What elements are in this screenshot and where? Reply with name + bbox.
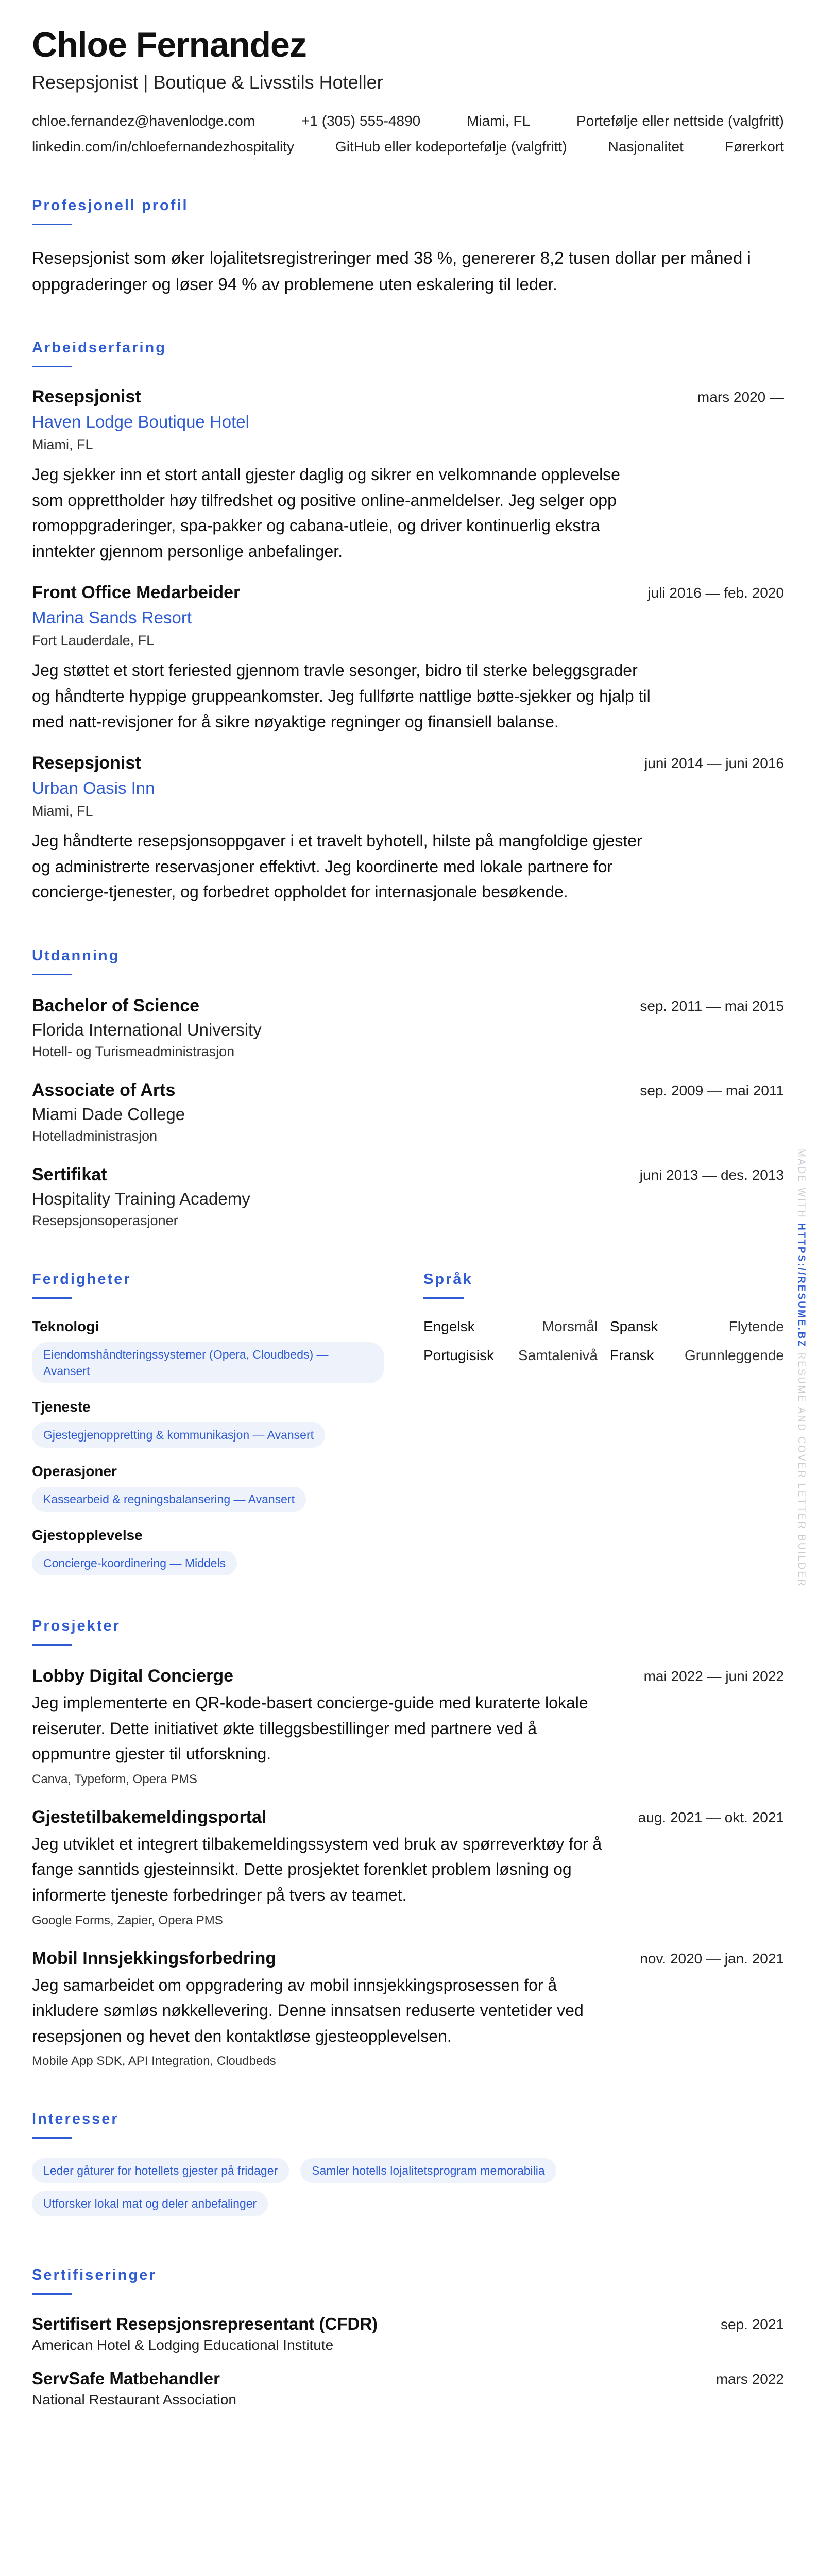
skill-chip: Eiendomshåndteringssystemer (Opera, Cloudbeds) — Avansert	[32, 1342, 384, 1383]
skill-group	[32, 1318, 418, 1383]
language-name: Fransk	[610, 1347, 654, 1364]
contact-linkedin[interactable]: linkedin.com/in/chloefernandezhospitality	[32, 138, 294, 155]
contact-email[interactable]: chloe.fernandez@havenlodge.com	[32, 112, 255, 129]
made-with-credit	[795, 1149, 807, 1588]
profile-summary: Resepsjonist som øker lojalitetsregistreringer med 38 %, genererer 8,2 tusen dollar per måned i oppgraderinger og løser 94 % av problemene uten eskalering til leder.	[32, 248, 751, 294]
job-title: Resepsjonist	[32, 387, 141, 407]
certification-date: mars 2022	[715, 2370, 784, 2387]
skill-category: Gjestopplevelse	[32, 1527, 143, 1543]
job-location: Miami, FL	[32, 437, 93, 453]
project-description: Jeg implementerte en QR-kode-basert concierge-guide med kuraterte lokale reiseruter. Dette initiativet økte tilleggsbestillinger med partnere ved å oppmuntre gjester til utforskning.	[32, 1693, 588, 1764]
project-tools: Google Forms, Zapier, Opera PMS	[32, 1913, 223, 1927]
skill-category: Operasjoner	[32, 1463, 117, 1479]
section-title-projects: Prosjekter	[32, 1617, 121, 1634]
education-entry	[32, 996, 784, 1060]
section-divider	[32, 366, 72, 367]
job-dates: juni 2014 — juni 2016	[644, 755, 784, 772]
language-item	[610, 1318, 784, 1335]
skill-chip: Concierge-koordinering — Middels	[32, 1551, 237, 1575]
project-description: Jeg samarbeidet om oppgradering av mobil innsjekkingsprosessen for å inkludere sømløs nøkkellevering. Denne innsatsen reduserte ventetider ved resepsjonen og hevet den kontaktløse gjesteopplevelsen.	[32, 1975, 584, 2045]
interests-section	[32, 2111, 784, 2224]
language-name: Portugisisk	[423, 1347, 494, 1364]
field-of-study: Hotell- og Turismeadministrasjon	[32, 1044, 235, 1060]
experience-entry	[32, 753, 784, 905]
degree-name: Associate of Arts	[32, 1080, 176, 1100]
section-divider	[32, 1644, 72, 1646]
degree-name: Sertifikat	[32, 1165, 107, 1185]
job-dates: juli 2016 — feb. 2020	[647, 585, 784, 601]
skills-section	[32, 1271, 418, 1575]
credit-prefix: MADE WITH	[796, 1149, 807, 1219]
skills-languages-row	[32, 1271, 784, 1575]
education-section	[32, 947, 784, 1229]
company-name: Urban Oasis Inn	[32, 778, 155, 798]
job-dates: mars 2020 —	[697, 389, 784, 405]
skill-group	[32, 1463, 418, 1512]
section-divider	[32, 974, 72, 975]
certifications-section	[32, 2267, 784, 2408]
section-title-interests: Interesser	[32, 2111, 119, 2128]
project-dates: mai 2022 — juni 2022	[643, 1668, 784, 1684]
contact-drivers-license: Førerkort	[724, 138, 784, 155]
skill-chip: Kassearbeid & regningsbalansering — Avansert	[32, 1487, 306, 1512]
skill-group	[32, 1527, 418, 1575]
experience-section	[32, 340, 784, 905]
interest-chip: Leder gåturer for hotellets gjester på fridager	[32, 2158, 289, 2183]
languages-section	[423, 1271, 784, 1575]
candidate-name: Chloe Fernandez	[32, 25, 306, 64]
language-name: Engelsk	[423, 1318, 475, 1335]
job-description: Jeg sjekker inn et stort antall gjester daglig og sikrer en velkomnande opplevelse som opprettholder høy tilfredshet og positive online-anmeldelser. Jeg selger opp romoppgraderinger, spa-pakker og cabana-utleie, og driver kontinuerlig ekstra inntekter gjennom personlige anbefalinger.	[32, 465, 620, 561]
language-item	[423, 1318, 598, 1335]
project-name: Lobby Digital Concierge	[32, 1666, 234, 1686]
experience-entry	[32, 583, 784, 735]
project-description: Jeg utviklet et integrert tilbakemeldingssystem ved bruk av spørreverktøy for å fange sanntids gjesteinnsikt. Dette prosjektet forenklet problem løsning og informerte tjeneste forbedringer på tvers av teamet.	[32, 1834, 602, 1904]
skill-category: Teknologi	[32, 1318, 99, 1335]
section-divider	[32, 224, 72, 225]
section-title-languages: Språk	[423, 1271, 473, 1288]
credit-suffix: RESUME AND COVER LETTER BUILDER	[796, 1352, 807, 1588]
section-title-education: Utdanning	[32, 947, 120, 964]
education-entry	[32, 1165, 784, 1229]
certification-entry	[32, 2314, 784, 2353]
contact-portfolio[interactable]: Portefølje eller nettside (valgfritt)	[576, 112, 784, 129]
education-dates: sep. 2011 — mai 2015	[640, 998, 784, 1014]
project-dates: aug. 2021 — okt. 2021	[638, 1809, 784, 1825]
experience-entry	[32, 387, 784, 564]
contact-phone[interactable]: +1 (305) 555-4890	[301, 112, 421, 129]
credit-link[interactable]: HTTPS://RESUME.BZ	[796, 1223, 807, 1348]
field-of-study: Hotelladministrasjon	[32, 1128, 158, 1144]
language-level: Flytende	[728, 1318, 784, 1335]
skill-group	[32, 1399, 418, 1447]
section-title-skills: Ferdigheter	[32, 1271, 131, 1288]
field-of-study: Resepsjonsoperasjoner	[32, 1213, 178, 1229]
education-dates: juni 2013 — des. 2013	[639, 1167, 784, 1183]
resume-page	[32, 26, 784, 2408]
company-name: Haven Lodge Boutique Hotel	[32, 412, 249, 432]
skill-category: Tjeneste	[32, 1399, 91, 1415]
section-divider	[32, 2293, 72, 2295]
school-name: Miami Dade College	[32, 1105, 185, 1124]
contact-nationality: Nasjonalitet	[608, 138, 684, 155]
languages-grid	[423, 1318, 784, 1364]
language-item	[423, 1347, 598, 1364]
contact-row-2	[32, 139, 784, 155]
job-title: Front Office Medarbeider	[32, 583, 241, 603]
language-name: Spansk	[610, 1318, 658, 1335]
projects-section	[32, 1618, 784, 2069]
certification-issuer: American Hotel & Lodging Educational Institute	[32, 2336, 334, 2353]
contact-github[interactable]: GitHub eller kodeportefølje (valgfritt)	[335, 138, 567, 155]
contact-location: Miami, FL	[467, 112, 531, 129]
project-entry	[32, 1948, 784, 2069]
project-tools: Canva, Typeform, Opera PMS	[32, 1772, 198, 1786]
headline: Resepsjonist | Boutique & Livsstils Hoteller	[32, 71, 383, 93]
interests-list	[32, 2158, 784, 2224]
certification-issuer: National Restaurant Association	[32, 2391, 236, 2408]
project-entry	[32, 1666, 784, 1787]
language-item	[610, 1347, 784, 1364]
profile-section	[32, 197, 784, 297]
section-title-profile: Profesjonell profil	[32, 197, 189, 214]
section-title-certifications: Sertifiseringer	[32, 2266, 157, 2283]
section-divider	[32, 1297, 72, 1299]
project-name: Mobil Innsjekkingsforbedring	[32, 1948, 277, 1968]
project-entry	[32, 1807, 784, 1928]
job-location: Miami, FL	[32, 803, 93, 819]
skill-chip: Gjestegjenoppretting & kommunikasjon — Avansert	[32, 1422, 325, 1447]
section-divider	[32, 2137, 72, 2139]
language-level: Grunnleggende	[684, 1347, 784, 1364]
degree-name: Bachelor of Science	[32, 996, 200, 1016]
certification-entry	[32, 2369, 784, 2408]
certification-name: ServSafe Matbehandler	[32, 2368, 220, 2388]
job-title: Resepsjonist	[32, 753, 141, 773]
language-level: Samtalenivå	[518, 1347, 598, 1364]
project-name: Gjestetilbakemeldingsportal	[32, 1807, 267, 1827]
job-location: Fort Lauderdale, FL	[32, 633, 155, 649]
certification-date: sep. 2021	[721, 2316, 784, 2332]
project-tools: Mobile App SDK, API Integration, Cloudbeds	[32, 2054, 276, 2069]
contact-row-1	[32, 113, 784, 129]
certification-name: Sertifisert Resepsjonsrepresentant (CFDR)	[32, 2314, 378, 2333]
interest-chip: Samler hotells lojalitetsprogram memorabilia	[300, 2158, 556, 2183]
interest-chip: Utforsker lokal mat og deler anbefalinger	[32, 2191, 268, 2216]
section-divider	[423, 1297, 464, 1299]
language-level: Morsmål	[542, 1318, 598, 1335]
school-name: Florida International University	[32, 1020, 262, 1040]
job-description: Jeg støttet et stort feriested gjennom travle sesonger, bidro til sterke beleggsgrader og håndterte hyppige gruppeankomster. Jeg fullførte nattlige bøtte-sjekker og hjalp til med natt-revisjoner for å sikre nøyaktige regninger og finansiell balanse.	[32, 661, 651, 731]
company-name: Marina Sands Resort	[32, 608, 192, 628]
job-description: Jeg håndterte resepsjonsoppgaver i et travelt byhotell, hilste på mangfoldige gjester og administrerte reservasjoner effektivt. Jeg koordinerte med lokale partnere for concierge-tjenester, og forbedret oppholdet for internasjonale besøkende.	[32, 832, 642, 902]
education-dates: sep. 2009 — mai 2011	[640, 1082, 784, 1099]
project-dates: nov. 2020 — jan. 2021	[640, 1950, 784, 1967]
school-name: Hospitality Training Academy	[32, 1189, 250, 1209]
section-title-experience: Arbeidserfaring	[32, 340, 166, 357]
education-entry	[32, 1080, 784, 1144]
